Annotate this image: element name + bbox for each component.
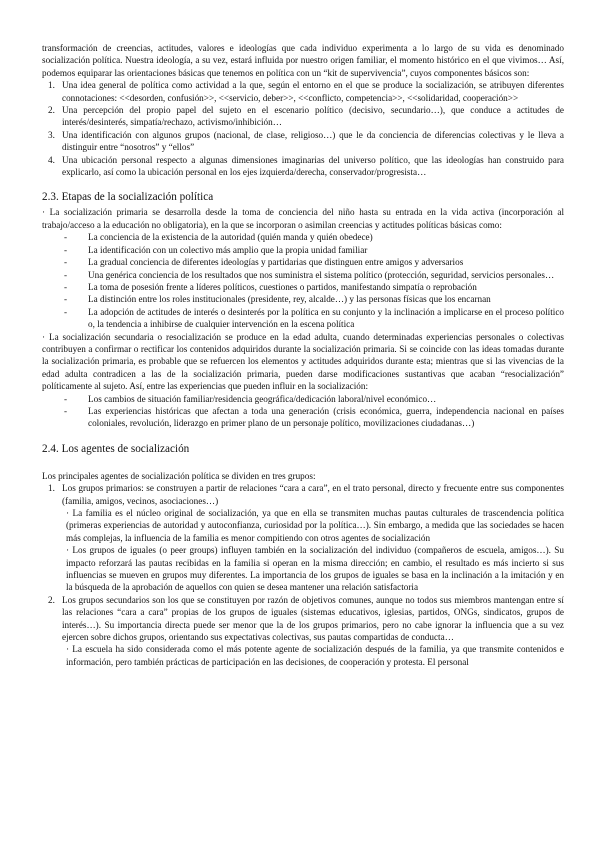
agents-intro: Los principales agentes de socialización política se dividen en tres grupos: bbox=[42, 470, 316, 481]
list-item: - La distinción entre los roles institucionales (presidente, rey, alcalde…) y las personas físicas que los encarnan bbox=[64, 294, 491, 305]
list-item: - La toma de posesión frente a líderes políticos, cuestiones o partidos, manifestando simpatía o reprobación bbox=[64, 281, 477, 292]
peer-groups-paragraph: · Los grupos de iguales (o peer groups) influyen también en la socialización del individuo (compañeros de escuela, amigos…). Su impacto reforzará las pautas recibidas en la familia si operan en la misma dirección; en cambio, el resultado es más incierto si sus influencias se mueven en grupos muy diferentes. La importancia de los grupos de iguales se basa en la inclinación a la imitación y en la búsqueda de la aprobación de aquellos con quien se desea mantener una relación satisfactoria bbox=[66, 545, 564, 593]
agents-list bbox=[42, 482, 564, 668]
secondary-socialization-paragraph: · La socialización secundaria o resocialización se produce en la edad adulta, cuando determinadas experiencias personales o colectivas contribuyen a confirmar o rectificar los contenidos adquiridos durante la socialización primaria. Si se coincide con las ideas tomadas durante la socialización primaria, es probable que se refuercen los elementos y actitudes adquiridos durante esta; mientras que si las vivencias de la edad adulta contradicen a las de la socialización primaria, pueden darse modificaciones sustantivas que acaban “resocialización” políticamente al sujeto. Así, entre las experiencias que pueden influir en la socialización: bbox=[42, 331, 564, 392]
section-heading-stages: 2.3. Etapas de la socialización política bbox=[42, 191, 214, 204]
list-item: - Una genérica conciencia de los resultados que nos suministra el sistema político (protección, seguridad, servicios personales… bbox=[64, 269, 555, 280]
list-item: - Las experiencias históricas que afectan a toda una generación (crisis económica, guerra, independencia nacional en países coloniales, revolución, liderazgo en primer plano de un personaje político, movilizaciones ciudadanas…) bbox=[64, 405, 564, 429]
list-item: 2. Los grupos secundarios son los que se constituyen por razón de objetivos comunes, aunque no todos sus miembros mantengan entre sí las relaciones “cara a cara” propias de los grupos de iguales (sistemas educativos, iglesias, partidos, ONGs, sindicatos, grupos de interés…). Su importancia directa puede ser menor que la de los grupos primarios, pero no cabe ignorar la influencia que a su vez ejercen sobre dichos grupos, orientando sus expectativas colectivas, sus pautas compartidas de conducta… · La escuela ha sido considerada como el más potente agente de socialización después de la familia, ya que transmite contenidos e información, pero también prácticas de participación en las decisiones, de cooperación y protesta. El personal bbox=[48, 594, 564, 667]
list-item: 1. Una idea general de política como actividad a la que, según el entorno en el que se produce la socialización, se atribuyen diferentes connotaciones: <<desorden, confusión>>, <<servicio, deber>>, <<conflicto, competencia>>, <<solidaridad, cooperación>> bbox=[48, 80, 564, 103]
secondary-experiences-list bbox=[42, 393, 564, 430]
intro-paragraph: transformación de creencias, actitudes, valores e ideologías que cada individuo experimenta a lo largo de su vida es denominado socialización política. Nuestra ideología, a su vez, estará influida por nuestro origen familiar, el momento histórico en el que vivimos… Así, podemos equiparar las orientaciones básicas que tenemos en política con un “kit de supervivencia”, cuyos componentes básicos son: bbox=[42, 43, 564, 78]
list-item: 3. Una identificación con algunos grupos (nacional, de clase, religioso…) que le da conciencia de diferencias colectivas y le lleva a distinguir entre “nosotros” y “ellos” bbox=[48, 129, 564, 153]
components-list bbox=[42, 79, 564, 178]
list-item: 4. Una ubicación personal respecto a algunas dimensiones imaginarias del universo político, que las ideologías han construido para explicarlo, así como la ubicación personal en los ejes izquierda/derecha, conservador/progresista… bbox=[48, 154, 564, 178]
list-item: - La gradual conciencia de diferentes ideologías y partidarias que distinguen entre amigos y adversarios bbox=[64, 257, 464, 268]
spacer bbox=[42, 458, 564, 470]
list-item: - La conciencia de la existencia de la autoridad (quién manda y quién obedece) bbox=[64, 232, 373, 243]
list-item: - La identificación con un colectivo más amplio que la propia unidad familiar bbox=[64, 244, 368, 255]
list-item: - Los cambios de situación familiar/residencia geográfica/dedicación laboral/nivel económico… bbox=[64, 393, 437, 404]
primary-beliefs-list bbox=[42, 231, 564, 330]
family-paragraph: · La familia es el núcleo original de socialización, ya que en ella se transmiten muchas pautas culturales de trascendencia política (primeras experiencias de autoridad y autoconfianza, curiosidad por la política…). Sin embargo, a medida que las sociedades se hacen más complejas, la influencia de la familia es menor compitiendo con otros agentes de socialización bbox=[66, 508, 564, 543]
list-item: 1. Los grupos primarios: se construyen a partir de relaciones “cara a cara”, en el trato personal, directo y frecuente entre sus componentes (familia, amigos, vecinos, asociaciones…) · La familia es el núcleo original de socialización, ya que en ella se transmiten muchas pautas culturales de trascendencia política (primeras experiencias de autoridad y autoconfianza, curiosidad por la política…). Sin embargo, a medida que las sociedades se hacen más complejas, la influencia de la familia es menor compitiendo con otros agentes de socialización · Los grupos de iguales (o peer groups) influyen también en la socialización del individuo (compañeros de escuela, amigos…). Su impacto reforzará las pautas recibidas en la familia si operan en la misma dirección; en cambio, el resultado es más incierto si sus influencias se mueven en grupos muy diferentes. La importancia de los grupos de iguales se basa en la inclinación a la imitación y en la búsqueda de la aprobación de aquellos con quien se desea mantener una relación satisfactoria bbox=[48, 483, 564, 593]
primary-socialization-paragraph: · La socialización primaria se desarrolla desde la toma de conciencia del niño hasta su entrada en la vida activa (incorporación al trabajo/acceso a la educación no obligatoria), en la que se incorporan o asimilan creencias y actitudes políticas básicas como: bbox=[42, 207, 564, 230]
list-item: 2. Una percepción del propio papel del sujeto en el escenario político (decisivo, secundario…), que conduce a actitudes de interés/desinterés, simpatía/rechazo, activismo/inhibición… bbox=[48, 105, 564, 128]
school-paragraph: · La escuela ha sido considerada como el más potente agente de socialización después de la familia, ya que transmite contenidos e información, pero también prácticas de participación en las decisiones, de cooperación y protesta. El personal bbox=[66, 644, 564, 667]
list-item: - La adopción de actitudes de interés o desinterés por la política en su conjunto y la inclinación a implicarse en el proceso político o, la tendencia a inhibirse de cualquier intervención en la escena política bbox=[64, 306, 564, 330]
section-heading-agents: 2.4. Los agentes de socialización bbox=[42, 442, 190, 455]
